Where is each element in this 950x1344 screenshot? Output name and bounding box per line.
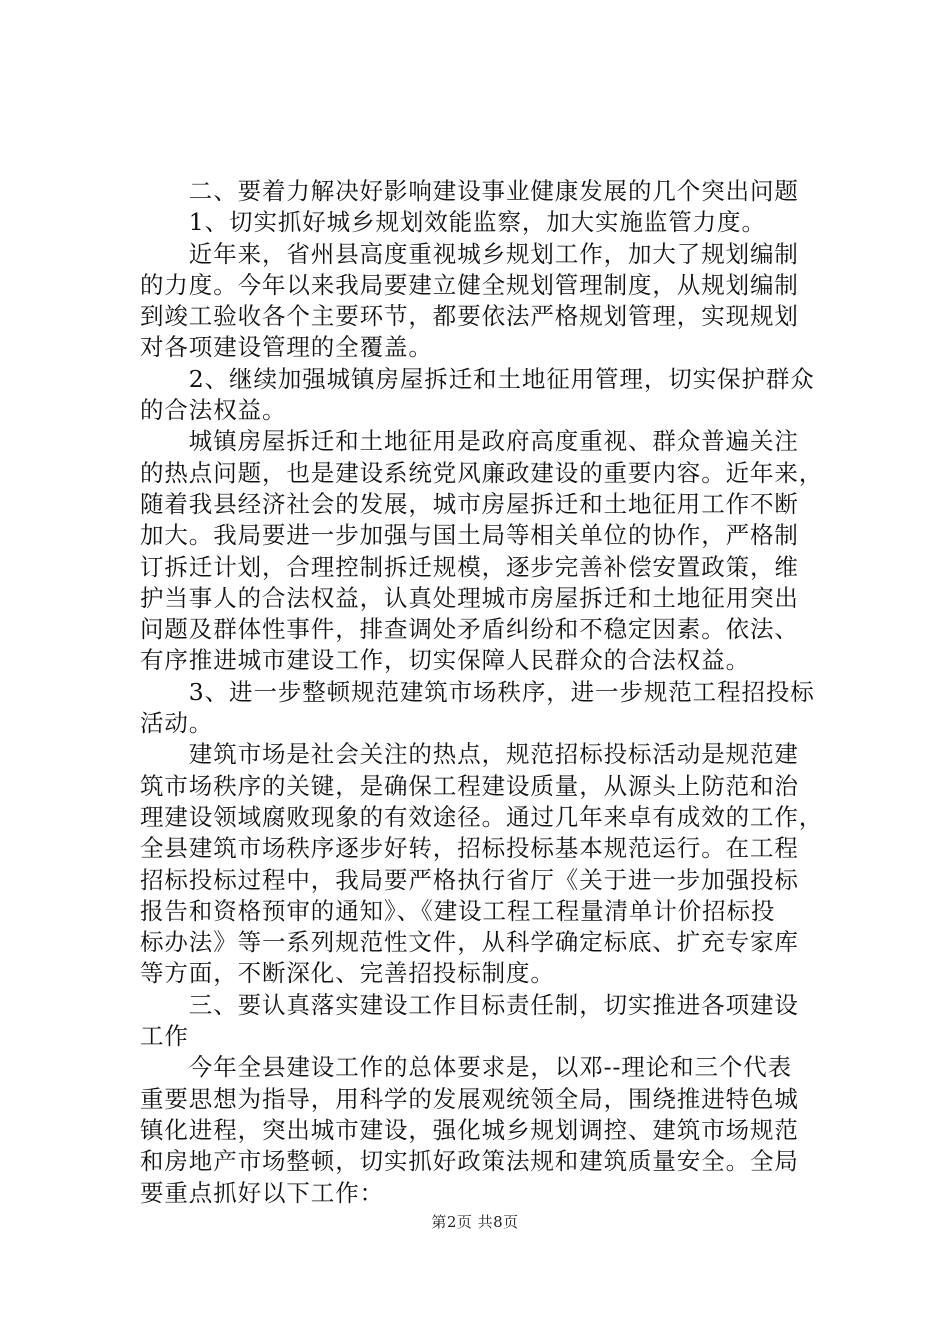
text-line: 3、进一步整顿规范建筑市场秩序，进一步规范工程招投标 (140, 677, 815, 706)
text-line: 的热点问题，也是建设系统党风廉政建设的重要内容。近年来， (140, 458, 824, 487)
text-line: 城镇房屋拆迁和土地征用是政府高度重视、群众普遍关注 (140, 427, 799, 456)
text-line: 对各项建设管理的全覆盖。 (140, 333, 433, 362)
text-line: 今年全县建设工作的总体要求是，以邓--理论和三个代表 (140, 1053, 793, 1082)
text-line: 1、切实抓好城乡规划效能监察，加大实施监管力度。 (140, 208, 766, 237)
text-line: 到竣工验收各个主要环节，都要依法严格规划管理，实现规划 (140, 302, 799, 331)
text-line: 镇化进程，突出城市建设，强化城乡规划调控、建筑市场规范 (140, 1115, 799, 1144)
text-line: 工作 (140, 1022, 189, 1051)
text-line: 随着我县经济社会的发展，城市房屋拆迁和土地征用工作不断 (140, 489, 799, 518)
text-line: 有序推进城市建设工作，切实保障人民群众的合法权益。 (140, 646, 750, 675)
text-line: 三、要认真落实建设工作目标责任制，切实推进各项建设 (140, 990, 799, 1019)
text-line: 的合法权益。 (140, 396, 287, 425)
text-line: 建筑市场是社会关注的热点，规范招标投标活动是规范建 (140, 740, 799, 769)
text-line: 护当事人的合法权益，认真处理城市房屋拆迁和土地征用突出 (140, 583, 799, 612)
text-line: 重要思想为指导，用科学的发展观统领全局，围绕推进特色城 (140, 1084, 799, 1113)
text-line: 招标投标过程中，我局要严格执行省厅《关于进一步加强投标 (140, 865, 799, 894)
text-line: 和房地产市场整顿，切实抓好政策法规和建筑质量安全。全局 (140, 1147, 799, 1176)
text-line: 要重点抓好以下工作： (140, 1178, 384, 1207)
text-line: 等方面，不断深化、完善招投标制度。 (140, 959, 555, 988)
text-line: 全县建筑市场秩序逐步好转，招标投标基本规范运行。在工程 (140, 834, 799, 863)
page-footer: 第2页 共8页 (431, 1213, 519, 1231)
text-line: 的力度。今年以来我局要建立健全规划管理制度，从规划编制 (140, 270, 799, 299)
text-line: 近年来，省州县高度重视城乡规划工作，加大了规划编制 (140, 239, 799, 268)
text-line: 筑市场秩序的关键，是确保工程建设质量，从源头上防范和治 (140, 771, 799, 800)
text-line: 订拆迁计划，合理控制拆迁规模，逐步完善补偿安置政策，维 (140, 552, 799, 581)
text-line: 加大。我局要进一步加强与国土局等相关单位的协作，严格制 (140, 521, 799, 550)
text-line: 2、继续加强城镇房屋拆迁和土地征用管理，切实保护群众 (140, 364, 815, 393)
document-body (140, 176, 830, 1209)
text-line: 二、要着力解决好影响建设事业健康发展的几个突出问题 (140, 177, 799, 205)
text-line: 问题及群体性事件，排查调处矛盾纠纷和不稳定因素。依法、 (140, 615, 799, 644)
text-line: 理建设领域腐败现象的有效途径。通过几年来卓有成效的工作， (140, 802, 824, 831)
text-line: 报告和资格预审的通知》、《建设工程工程量清单计价招标投 (140, 896, 776, 925)
text-line: 标办法》等一系列规范性文件，从科学确定标底、扩充专家库 (140, 928, 799, 957)
text-line: 活动。 (140, 709, 214, 738)
